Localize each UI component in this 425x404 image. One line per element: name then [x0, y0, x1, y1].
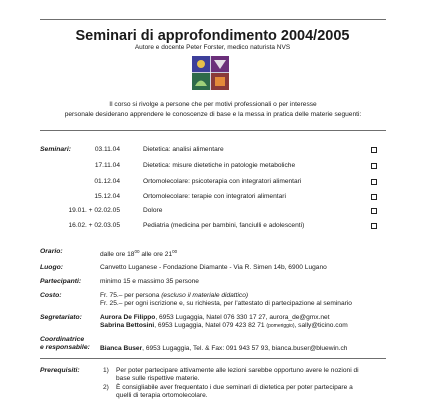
- seminar-row: [0, 178, 425, 192]
- contact-details: , 6953 Lugaggia, Natel 076 330 17 27, aurora_de@gmx.net: [155, 314, 330, 321]
- costo-note: (escluso il materiale didattico): [161, 292, 249, 299]
- prerequisite-continuation: base sulle rispettive materie.: [116, 375, 200, 382]
- costo-label: Costo:: [40, 292, 62, 299]
- seminar-checkbox[interactable]: [371, 163, 377, 169]
- seminar-row: [0, 207, 425, 221]
- seminar-row: [0, 146, 425, 160]
- intro-line-2: personale desiderano apprendere le conoscenze di base e la messa in pratica delle materie seguenti:: [64, 110, 362, 118]
- intro-line-1: Il corso si rivolge a persone che per motivi professionali o per interesse: [109, 101, 317, 108]
- contact-details: , 6953 Lugaggia, Natel 079 423 82 71: [154, 322, 267, 329]
- seminar-checkbox[interactable]: [371, 194, 377, 200]
- seminar-date: 15.12.04: [94, 193, 120, 200]
- seminar-topic: Pediatria (medicina per bambini, fanciulli e adolescenti): [143, 222, 305, 229]
- seminar-checkbox[interactable]: [371, 208, 377, 214]
- prerequisite-text: È consigliabile aver frequentato i due seminari di dietetica per poter partecipare a: [116, 384, 353, 391]
- coordinatrice-label-2: e responsabile:: [40, 344, 90, 351]
- costo-line-1: [100, 292, 248, 300]
- luogo-value: Canvetto Luganese - Fondazione Diamante - Via R. Simen 14b, 6900 Lugano: [100, 264, 327, 271]
- contact-note: (pomeriggio): [266, 323, 295, 329]
- segretariato-line-2: [100, 322, 348, 330]
- seminar-topic: Dolore: [143, 207, 163, 214]
- page-title: Seminari di approfondimento 2004/2005: [75, 28, 350, 44]
- seminar-date: 16.02. + 02.03.05: [68, 222, 120, 229]
- seminar-row: [0, 193, 425, 207]
- contact-email: , sally@ticino.com: [294, 322, 348, 329]
- seminar-checkbox[interactable]: [371, 147, 377, 153]
- seminar-date: 03.11.04: [94, 146, 120, 153]
- orario-start: dalle ore 18: [100, 251, 135, 258]
- prerequisiti-label: Prerequisiti:: [40, 367, 80, 374]
- partecipanti-value: minimo 15 e massimo 35 persone: [100, 278, 199, 285]
- page-subtitle: Autore e docente Peter Forster, medico naturista NVS: [134, 44, 291, 51]
- orario-label: Orario:: [40, 248, 63, 255]
- logo-image: [192, 56, 229, 90]
- costo-line-2: Fr. 25.– per ogni iscrizione e, su richiesta, per l'attestato di partecipazione al seminario: [100, 300, 352, 307]
- segretariato-line-1: [100, 314, 330, 322]
- orario-end-minutes: 00: [172, 249, 178, 254]
- seminar-date: 01.12.04: [94, 178, 120, 185]
- luogo-label: Luogo:: [40, 264, 64, 271]
- seminar-checkbox[interactable]: [371, 223, 377, 229]
- prerequisite-item: [103, 367, 359, 375]
- top-divider: [40, 19, 386, 20]
- seminar-topic: Ortomolecolare: terapie con integratori alimentari: [143, 193, 286, 200]
- coordinatrice-label: Coordinatrice: [40, 336, 85, 343]
- coordinatrice-value: [100, 345, 347, 353]
- orario-value: [100, 248, 177, 259]
- prerequisite-item: [103, 384, 353, 392]
- prerequisite-text: Per poter partecipare attivamente alle lezioni sarebbe opportuno avere le nozioni di: [116, 367, 359, 374]
- costo-price: Fr. 75.– per persona: [100, 292, 162, 299]
- orario-end: alle ore 21: [139, 251, 173, 258]
- seminar-date: 19.01. + 02.02.05: [68, 207, 120, 214]
- seminar-row: [0, 222, 425, 236]
- contact-name: Aurora De Filippo: [100, 314, 156, 321]
- seminar-date: 17.11.04: [94, 162, 120, 169]
- prerequisite-number: 2): [103, 384, 109, 391]
- seminar-checkbox[interactable]: [371, 179, 377, 185]
- seminar-row: [0, 162, 425, 176]
- prerequisite-number: 1): [103, 367, 109, 374]
- seminari-label: Seminari:: [40, 146, 71, 153]
- contact-name: Sabrina Bettosini: [100, 322, 155, 329]
- section-divider-1: [40, 130, 386, 131]
- contact-name: Bianca Buser: [100, 345, 143, 352]
- seminar-topic: Dietetica: misure dietetiche in patologie metaboliche: [143, 162, 296, 169]
- orario-start-minutes: 00: [134, 249, 140, 254]
- partecipanti-label: Partecipanti:: [40, 278, 82, 285]
- section-divider-2: [40, 358, 386, 359]
- seminar-topic: Dietetica: analisi alimentare: [143, 146, 224, 153]
- intro-text: [40, 100, 386, 119]
- seminar-topic: Ortomolecolare: psicoterapia con integratori alimentari: [143, 178, 302, 185]
- segretariato-label: Segretariato:: [40, 314, 82, 321]
- prerequisite-continuation: quelli di terapia ortomolecolare.: [116, 392, 208, 399]
- contact-details: , 6953 Lugaggia, Tel. & Fax: 091 943 57 93, bianca.buser@bluewin.ch: [142, 345, 348, 352]
